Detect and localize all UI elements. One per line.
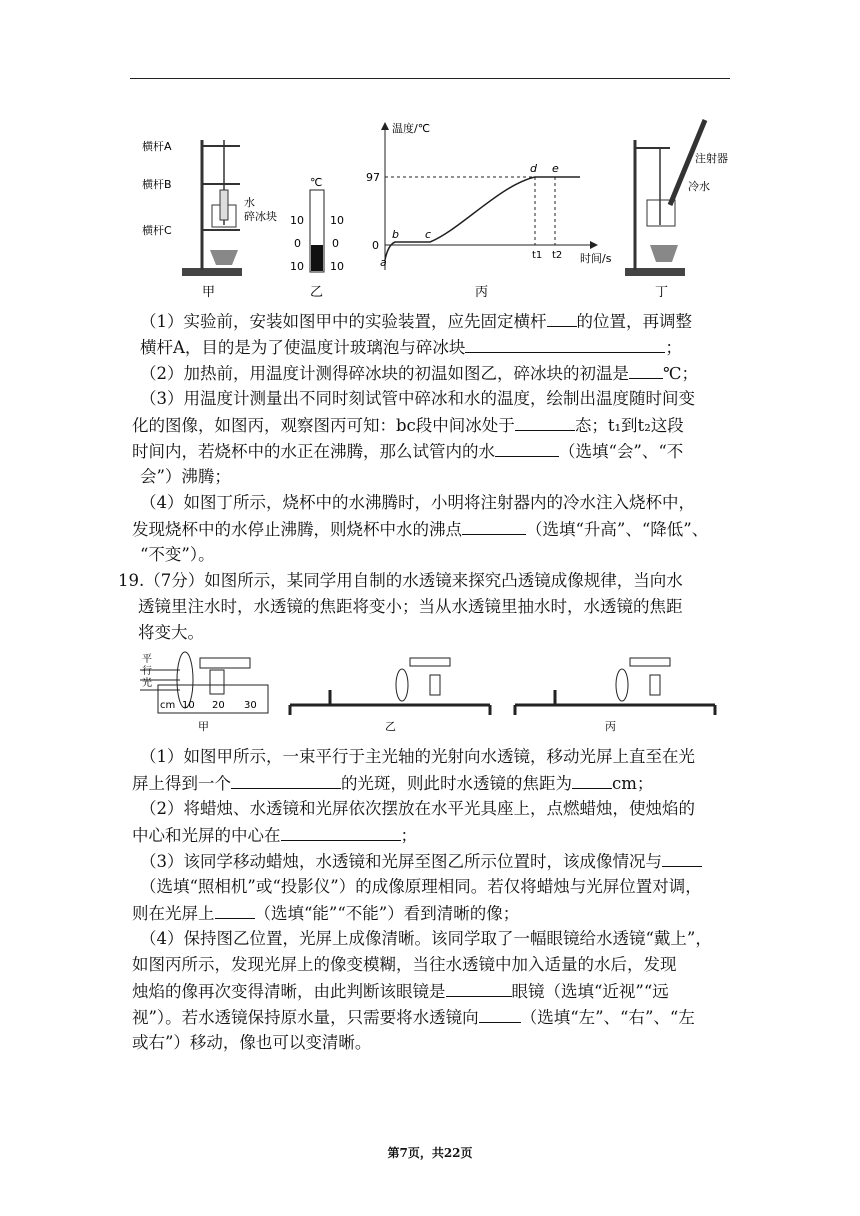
point-d: d (530, 162, 537, 175)
figure-bing (366, 121, 612, 300)
q18-part1-line2: 横杆A，目的是为了使温度计玻璃泡与碎冰块 ； (140, 334, 732, 361)
yi-tick-10-right: 10 (330, 214, 344, 227)
point-e: e (552, 162, 559, 175)
rod-b-label: 横杆B (142, 178, 172, 191)
q19-part1-line2: 屏上得到一个 的光斑，则此时水透镜的焦距为 cm； (132, 770, 724, 797)
q19-part2-line2: 中心和光屏的中心在 ； (132, 822, 724, 849)
q18-part3-line4: 会”）沸腾； (140, 467, 231, 486)
syringe-label: 注射器 (695, 152, 728, 165)
q19-part4-line4: 视”）。若水透镜保持原水量，只需要将水透镜向 （选填“左”、“右”、“左 (132, 1004, 724, 1031)
svg-text:行: 行 (142, 666, 152, 677)
q18-figures (140, 110, 740, 305)
q19-part3-line3: 则在光屏上 （选填“能”“不能”）看到清晰的像； (132, 900, 724, 927)
q18-part4-line1: （4）如图丁所示，烧杯中的水沸腾时，小明将注射器内的冷水注入烧杯中， (140, 493, 695, 512)
q19-part3-line2: （选填“照相机”或“投影仪”）的成像原理相同。若仅将蜡烛与光屏位置对调， (140, 877, 702, 896)
q19-part4-line2: 如图丙所示，发现光屏上的像变模糊，当往水透镜中加入适量的水后，发现 (132, 955, 677, 974)
q19-intro-line1: 19.（7分）如图所示，某同学用自制的水透镜来探究凸透镜成像规律，当向水 (118, 571, 683, 590)
figure-yi (290, 176, 344, 300)
q19-yi-label: 乙 (385, 720, 396, 733)
yi-tick-0-left: 0 (294, 237, 301, 250)
q19-intro-line2: 透镜里注水时，水透镜的焦距将变小；当从水透镜里抽水时，水透镜的焦距 (138, 597, 683, 616)
q19-figure-jia (140, 652, 268, 733)
q19-part4-line1: （4）保持图乙位置，光屏上成像清晰。该同学取了一幅眼镜给水透镜“戴上”， (140, 929, 712, 948)
svg-text:平: 平 (142, 654, 152, 665)
q19-part4-line5: 或右”）移动，像也可以变清晰。 (132, 1033, 372, 1052)
q18-part3-line1: （3）用温度计测量出不同时刻试管中碎冰和水的温度，绘制出温度随时间变 (140, 389, 695, 408)
bing-y0: 0 (372, 239, 379, 252)
figure-ding-label: 丁 (655, 285, 669, 300)
header-rule (130, 78, 730, 79)
bing-xlabel: 时间/s (580, 252, 612, 265)
cold-water-label: 冷水 (688, 180, 710, 193)
bing-ylabel: 温度/℃ (392, 122, 431, 135)
q19-figure-yi (290, 658, 490, 733)
ruler-tick-20: 20 (212, 700, 225, 711)
figure-jia-label: 甲 (202, 285, 216, 300)
bing-t2: t2 (552, 250, 563, 261)
yi-tick-0-right: 0 (332, 237, 339, 250)
figure-jia (142, 139, 277, 300)
q19-part3-line1: （3）该同学移动蜡烛，水透镜和光屏至图乙所示位置时，该成像情况与 (140, 848, 732, 875)
water-label: 水 (244, 196, 255, 209)
bing-t1: t1 (532, 250, 543, 261)
page-footer: 第7页，共22页 (387, 1146, 473, 1160)
thermometer-unit: ℃ (310, 176, 323, 189)
ruler-unit: cm (160, 700, 176, 711)
rod-c-label: 横杆C (142, 224, 172, 237)
q18-part3-line3: 时间内，若烧杯中的水正在沸腾，那么试管内的水 （选填“会”、“不 (132, 438, 724, 465)
q19-part2-line1: （2）将蜡烛、水透镜和光屏依次摆放在水平光具座上，点燃蜡烛，使烛焰的 (140, 799, 695, 818)
ruler-tick-30: 30 (244, 700, 257, 711)
rod-a-label: 横杆A (142, 140, 172, 153)
ice-label: 碎冰块 (244, 210, 277, 223)
point-b: b (392, 228, 399, 241)
bing-y97: 97 (366, 171, 380, 184)
q19-figure-bing (515, 658, 715, 733)
q18-part2: （2）加热前，用温度计测得碎冰块的初温如图乙，碎冰块的初温是 ℃； (140, 360, 732, 387)
yi-tick-m10-left: 10 (290, 260, 304, 273)
q18-part3-line2: 化的图像，如图丙，观察图丙可知：bc段中间冰处于 态；t₁到t₂这段 (132, 412, 724, 439)
q19-jia-label: 甲 (198, 720, 209, 733)
point-a: a (380, 256, 387, 269)
ruler-tick-10: 10 (182, 700, 195, 711)
q19-figures (140, 650, 740, 740)
q19-part4-line3: 烛焰的像再次变得清晰，由此判断该眼镜是 眼镜（选填“近视”“远 (132, 978, 724, 1005)
q18-part1-line1: （1）实验前，安装如图甲中的实验装置，应先固定横杆 的位置，再调整 (140, 308, 732, 335)
figure-ding (625, 120, 728, 300)
q18-part4-line2: 发现烧杯中的水停止沸腾，则烧杯中水的沸点 （选填“升高”、“降低”、 (132, 516, 724, 543)
yi-tick-10-left: 10 (290, 214, 304, 227)
q18-part4-line3: “不变”）。 (140, 545, 215, 564)
q19-bing-label: 丙 (605, 720, 616, 733)
figure-yi-label: 乙 (310, 285, 324, 300)
svg-text:光: 光 (142, 678, 152, 689)
point-c: c (425, 228, 432, 241)
q19-intro-line3: 将变大。 (138, 623, 204, 642)
q19-part1-line1: （1）如图甲所示，一束平行于主光轴的光射向水透镜，移动光屏上直至在光 (140, 747, 695, 766)
q19-number: 19. (118, 571, 145, 590)
yi-tick-m10-right: 10 (330, 260, 344, 273)
figure-bing-label: 丙 (475, 285, 489, 300)
